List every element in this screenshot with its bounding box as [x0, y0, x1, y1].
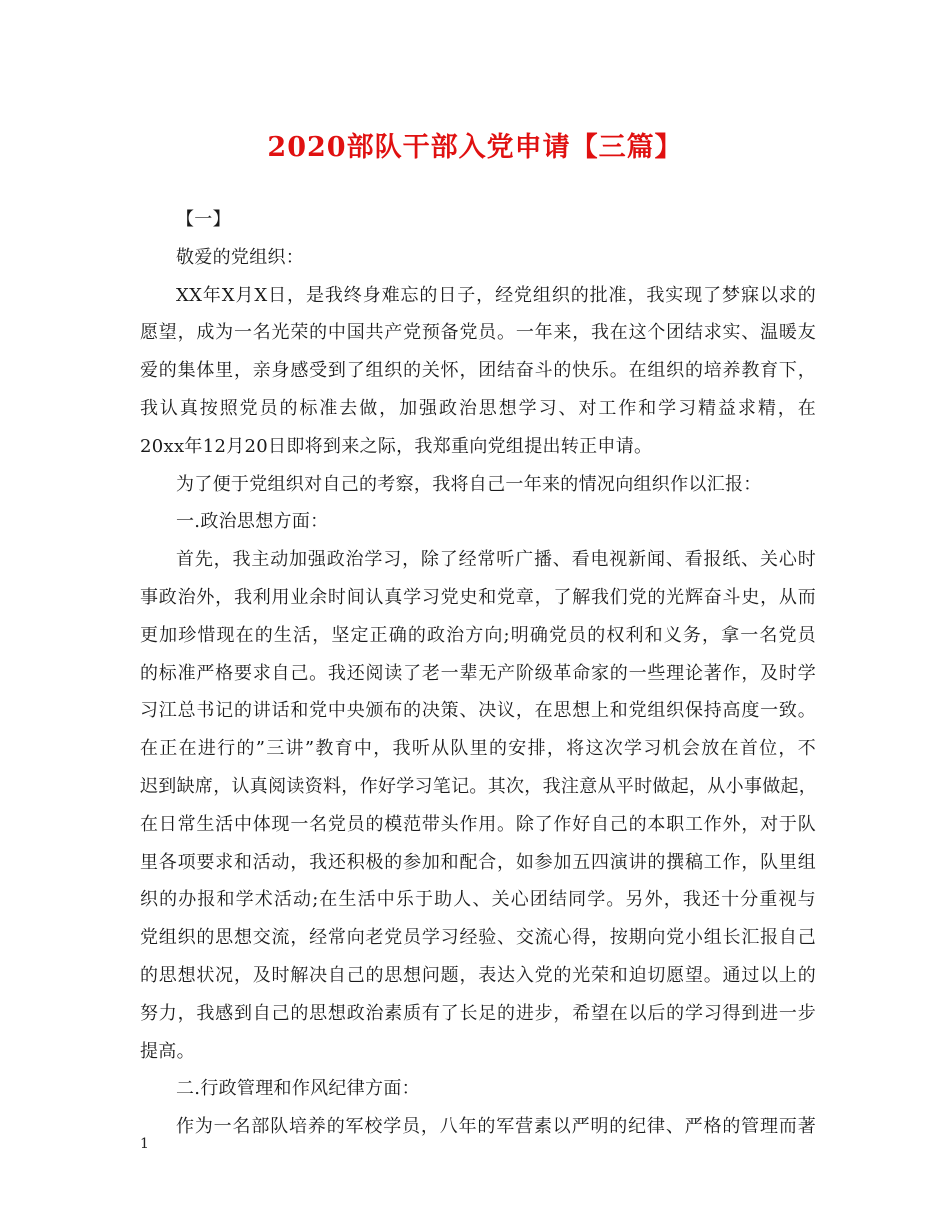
paragraph-line: 的思想状况，及时解决自己的思想问题，表达入党的光荣和迫切愿望。通过以上的 [140, 964, 816, 986]
paragraph-line: 事政治外，我利用业余时间认真学习党史和党章，了解我们党的光辉奋斗史，从而 [140, 586, 816, 608]
document-title: 2020部队干部入党申请【三篇】 [267, 132, 683, 163]
paragraph-line: 党组织的思想交流，经常向老党员学习经验、交流心得，按期向党小组长汇报自己 [140, 927, 816, 949]
paragraph-line: 为了便于党组织对自己的考察，我将自己一年来的情况向组织作以汇报： [176, 473, 762, 495]
paragraph-line: 爱的集体里，亲身感受到了组织的关怀，团结奋斗的快乐。在组织的培养教育下， [140, 360, 816, 382]
paragraph-line: 在正在进行的”三讲”教育中，我听从队里的安排，将这次学习机会放在首位，不 [140, 738, 816, 760]
salutation: 敬爱的党组织： [176, 246, 305, 268]
paragraph-line: 愿望，成为一名光荣的中国共产党预备党员。一年来，我在这个团结求实、温暖友 [140, 322, 816, 344]
paragraph-line: 作为一名部队培养的军校学员，八年的军营素以严明的纪律、严格的管理而著 [176, 1116, 816, 1138]
paragraph-line: 20xx年12月20日即将到来之际，我郑重向党组提出转正申请。 [140, 435, 653, 457]
paragraph-line: XX年X月X日，是我终身难忘的日子，经党组织的批准，我实现了梦寐以求的 [176, 284, 816, 306]
page-number: 1 [140, 1136, 149, 1152]
paragraph-line: 迟到缺席，认真阅读资料，作好学习笔记。其次，我注意从平时做起，从小事做起， [140, 775, 818, 797]
paragraph-line: 习江总书记的讲话和党中央颁布的决策、决议，在思想上和党组织保持高度一致。 [140, 700, 816, 722]
document-body [140, 201, 816, 1146]
paragraph-line: 提高。 [140, 1040, 195, 1062]
paragraph-line: 里各项要求和活动，我还积极的参加和配合，如参加五四演讲的撰稿工作，队里组 [140, 851, 816, 873]
subsection-heading: 一.政治思想方面： [176, 511, 329, 533]
paragraph-line: 努力，我感到自己的思想政治素质有了长足的进步，希望在以后的学习得到进一步 [140, 1002, 816, 1024]
paragraph-line: 更加珍惜现在的生活，坚定正确的政治方向;明确党员的权利和义务，拿一名党员 [140, 624, 816, 646]
paragraph-line: 的标准严格要求自己。我还阅读了老一辈无产阶级革命家的一些理论著作，及时学 [140, 662, 816, 684]
paragraph-line: 我认真按照党员的标准去做，加强政治思想学习、对工作和学习精益求精，在 [140, 397, 816, 419]
paragraph-line: 首先，我主动加强政治学习，除了经常听广播、看电视新闻、看报纸、关心时 [176, 549, 816, 571]
subsection-heading: 二.行政管理和作风纪律方面： [176, 1078, 420, 1100]
section-heading: 【一】 [176, 209, 231, 230]
paragraph-line: 织的办报和学术活动;在生活中乐于助人、关心团结同学。另外，我还十分重视与 [140, 889, 816, 911]
paragraph-line: 在日常生活中体现一名党员的模范带头作用。除了作好自己的本职工作外，对于队 [140, 813, 816, 835]
